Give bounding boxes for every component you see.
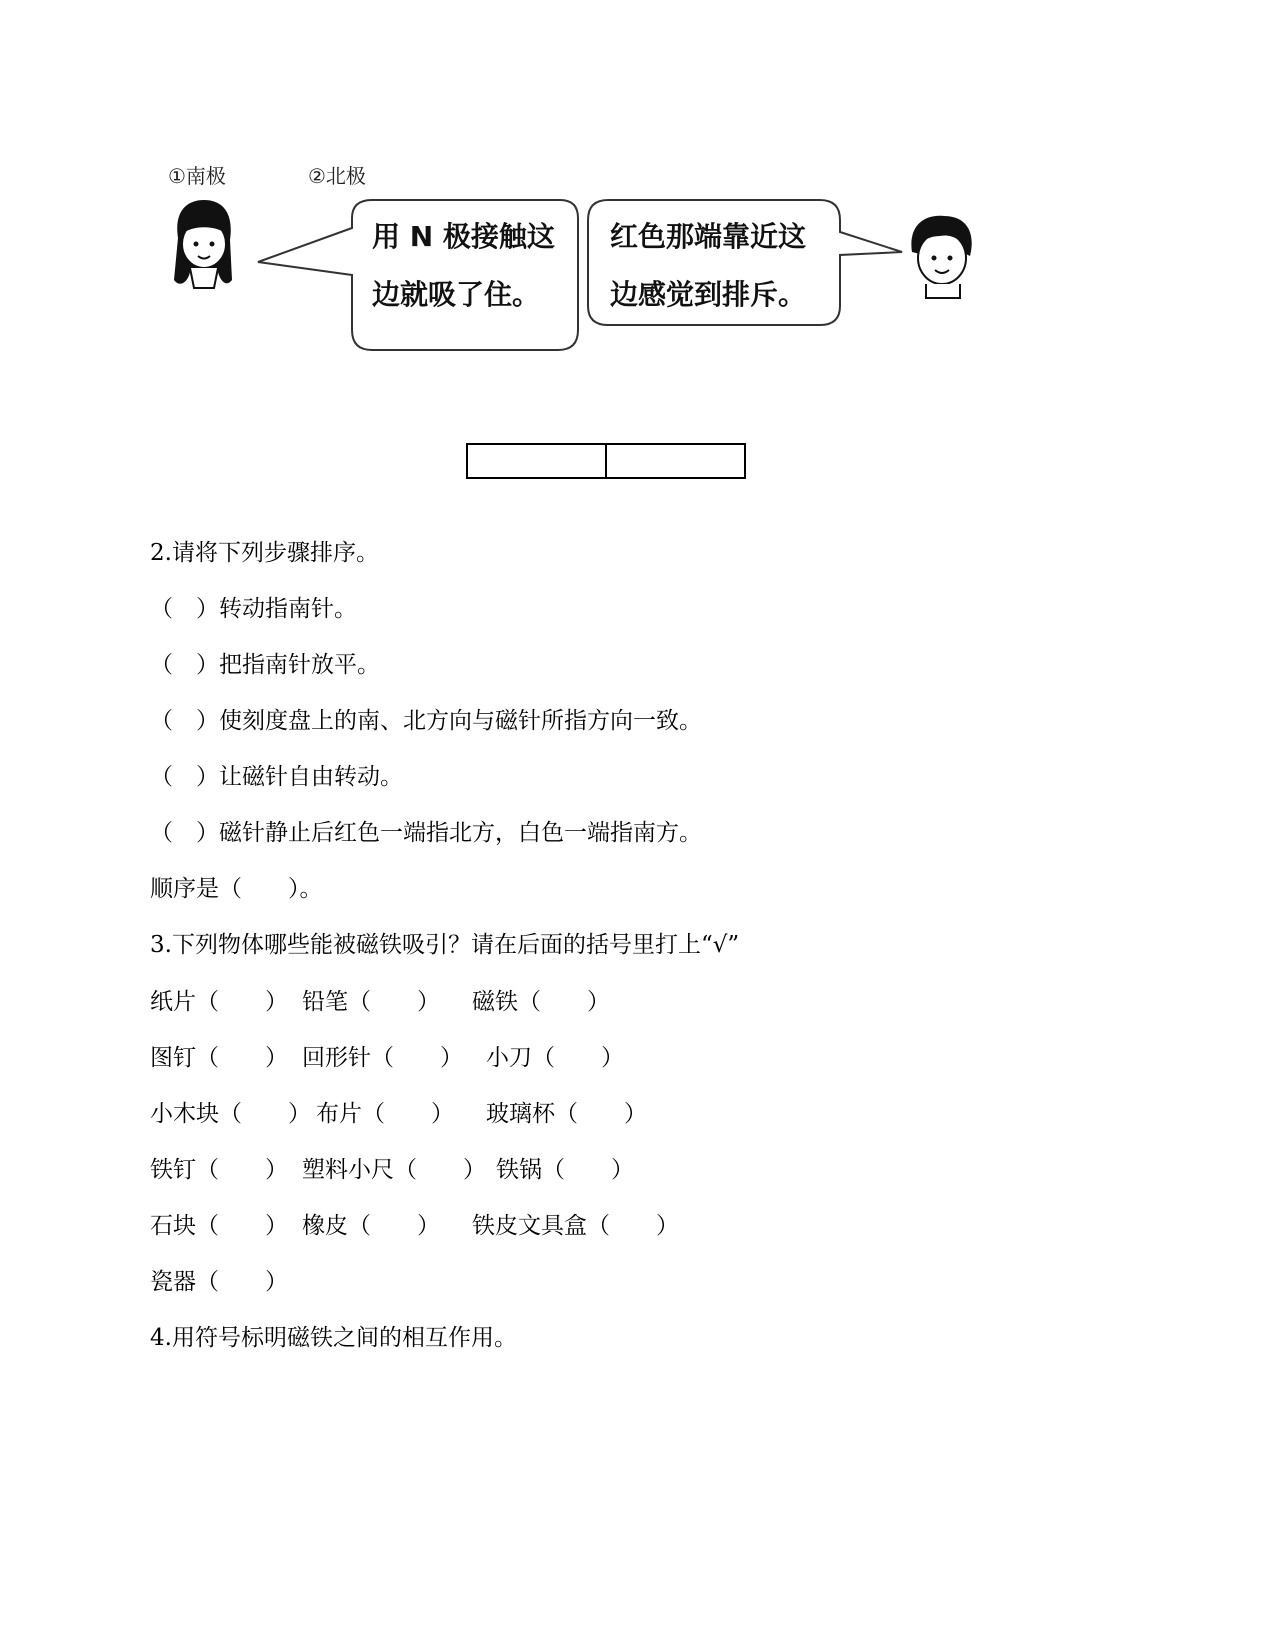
q3-title: 3.下列物体哪些能被磁铁吸引？请在后面的括号里打上“√” bbox=[150, 932, 740, 958]
q2-step-4: （ ）让磁针自由转动。 bbox=[150, 764, 403, 790]
q3-item: 铁皮文具盒（ ） bbox=[472, 1213, 679, 1239]
q2-step-2: （ ）把指南针放平。 bbox=[150, 652, 380, 678]
q3-item: 回形针（ ） bbox=[302, 1045, 463, 1071]
q2-step-3: （ ）使刻度盘上的南、北方向与磁针所指方向一致。 bbox=[150, 708, 702, 734]
right-bubble-line-1: 红色那端靠近这 bbox=[610, 220, 807, 253]
right-bubble-line-2: 边感觉到排斥。 bbox=[610, 278, 807, 311]
q3-item: 塑料小尺（ ） bbox=[302, 1157, 486, 1183]
q3-item: 布片（ ） bbox=[316, 1101, 454, 1127]
q3-item: 橡皮（ ） bbox=[302, 1213, 440, 1239]
answer-box[interactable] bbox=[466, 443, 746, 479]
q2-title: 2.请将下列步骤排序。 bbox=[150, 540, 379, 566]
boy-icon bbox=[911, 216, 971, 298]
q4-title: 4.用符号标明磁铁之间的相互作用。 bbox=[150, 1325, 517, 1351]
q3-item: 磁铁（ ） bbox=[472, 989, 610, 1015]
left-bubble-line-2: 边就吸了住。 bbox=[372, 278, 541, 311]
q2-order: 顺序是（ ）。 bbox=[150, 876, 323, 902]
right-bubble-text bbox=[610, 208, 806, 324]
option-south-pole: ①南极 bbox=[168, 164, 226, 188]
q3-item: 瓷器（ ） bbox=[150, 1269, 288, 1295]
q3-item: 图钉（ ） bbox=[150, 1045, 288, 1071]
option-north-pole: ②北极 bbox=[308, 164, 366, 188]
dialogue-drawing bbox=[160, 160, 1020, 370]
q3-item: 铁锅（ ） bbox=[496, 1157, 634, 1183]
q3-item: 纸片（ ） bbox=[150, 989, 288, 1015]
q3-item: 小木块（ ） bbox=[150, 1101, 311, 1127]
left-bubble-line-1: 用 N 极接触这 bbox=[372, 220, 555, 253]
girl-icon bbox=[174, 200, 232, 288]
q2-step-5: （ ）磁针静止后红色一端指北方，白色一端指南方。 bbox=[150, 820, 702, 846]
q3-item: 石块（ ） bbox=[150, 1213, 288, 1239]
answer-cell-1[interactable] bbox=[468, 445, 605, 477]
q3-item: 铁钉（ ） bbox=[150, 1157, 288, 1183]
magnet-dialogue-illustration bbox=[160, 160, 1020, 370]
q3-item: 玻璃杯（ ） bbox=[486, 1101, 647, 1127]
left-bubble-text bbox=[372, 208, 555, 324]
answer-cell-2[interactable] bbox=[605, 445, 744, 477]
q3-item: 铅笔（ ） bbox=[302, 989, 440, 1015]
q2-step-1: （ ）转动指南针。 bbox=[150, 596, 357, 622]
q3-item: 小刀（ ） bbox=[486, 1045, 624, 1071]
